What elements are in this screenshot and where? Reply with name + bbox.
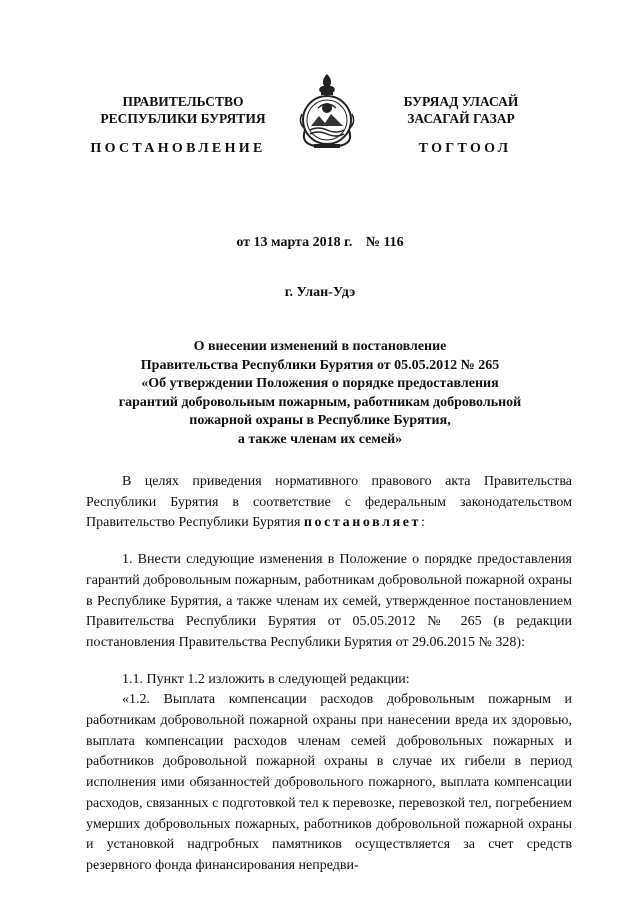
body-paragraph-item1: 1. Внести следующие изменения в Положение о порядке предоставления гарантий добровольным пожарным, работникам добровольной пожарной охраны в Республике Бурятия, а также членам их семей, утвержденное постановлением Правительства Республики Бурятия от 05.05.2012 № 265 (в редакции постановления Правительства Республики Бурятия от 29.06.2015 № 328): xyxy=(86,552,572,650)
header-left-org xyxy=(98,93,268,127)
document-body xyxy=(86,472,572,877)
header-left-line1: ПРАВИТЕЛЬСТВО xyxy=(122,94,244,109)
body-paragraph-quote: «1.2. Выплата компенсации расходов добровольным пожарным и работникам добровольной пожарной охраны при нанесении вреда их здоровью, выплата компенсации расходов членам семей добровольных пожарных и работников добровольной пожарной охраны в случае их гибели в период исполнения ими обязанностей добровольного пожарного, выплата компенсации расходов, связанных с подготовкой тел к перевозке, перевозкой тел, погребением умерших добровольных пожарных, работников добровольной пожарной охраны и установкой надгробных памятников осуществляется за счет средств резервного фонда финансирования непредви- xyxy=(86,692,572,873)
header-left-line2: РЕСПУБЛИКИ БУРЯТИЯ xyxy=(100,111,266,126)
header-right-line2: ЗАСАГАЙ ГАЗАР xyxy=(407,111,515,126)
title-line: пожарной охраны в Республике Бурятия, xyxy=(189,413,451,428)
title-line: О внесении изменений в постановление xyxy=(193,339,447,354)
title-line: а также членам их семей» xyxy=(237,431,403,447)
document-title xyxy=(90,338,550,449)
resolution-word: постановляет xyxy=(303,515,422,531)
body-paragraph-item1-1: 1.1. Пункт 1.2 изложить в следующей редакции: xyxy=(122,671,410,687)
title-line: «Об утверждении Положения о порядке предоставления xyxy=(141,376,499,391)
title-line: Правительства Республики Бурятия от 05.05.2012 № 265 xyxy=(140,357,500,373)
header-left-title: ПОСТАНОВЛЕНИЕ xyxy=(90,141,266,156)
document-number: № 116 xyxy=(365,235,404,250)
preamble-end: : xyxy=(421,515,425,531)
document-city: г. Улан-Удэ xyxy=(284,285,356,300)
title-line: гарантий добровольным пожарным, работникам добровольной xyxy=(118,394,522,410)
body-paragraph-preamble xyxy=(86,472,572,534)
preamble-text: В целях приведения нормативного правового акта Правительства Республики Бурятия в соответствие с федеральным законодательством Правительство Республики Бурятия xyxy=(86,474,572,531)
coat-of-arms-icon xyxy=(296,70,358,152)
header-right-line1: БУРЯАД УЛАСАЙ xyxy=(403,94,519,109)
header-right-title: ТОГТООЛ xyxy=(418,141,512,156)
document-date-number xyxy=(0,235,640,251)
document-date: от 13 марта 2018 г. xyxy=(236,235,353,250)
header-right-org xyxy=(386,93,536,127)
